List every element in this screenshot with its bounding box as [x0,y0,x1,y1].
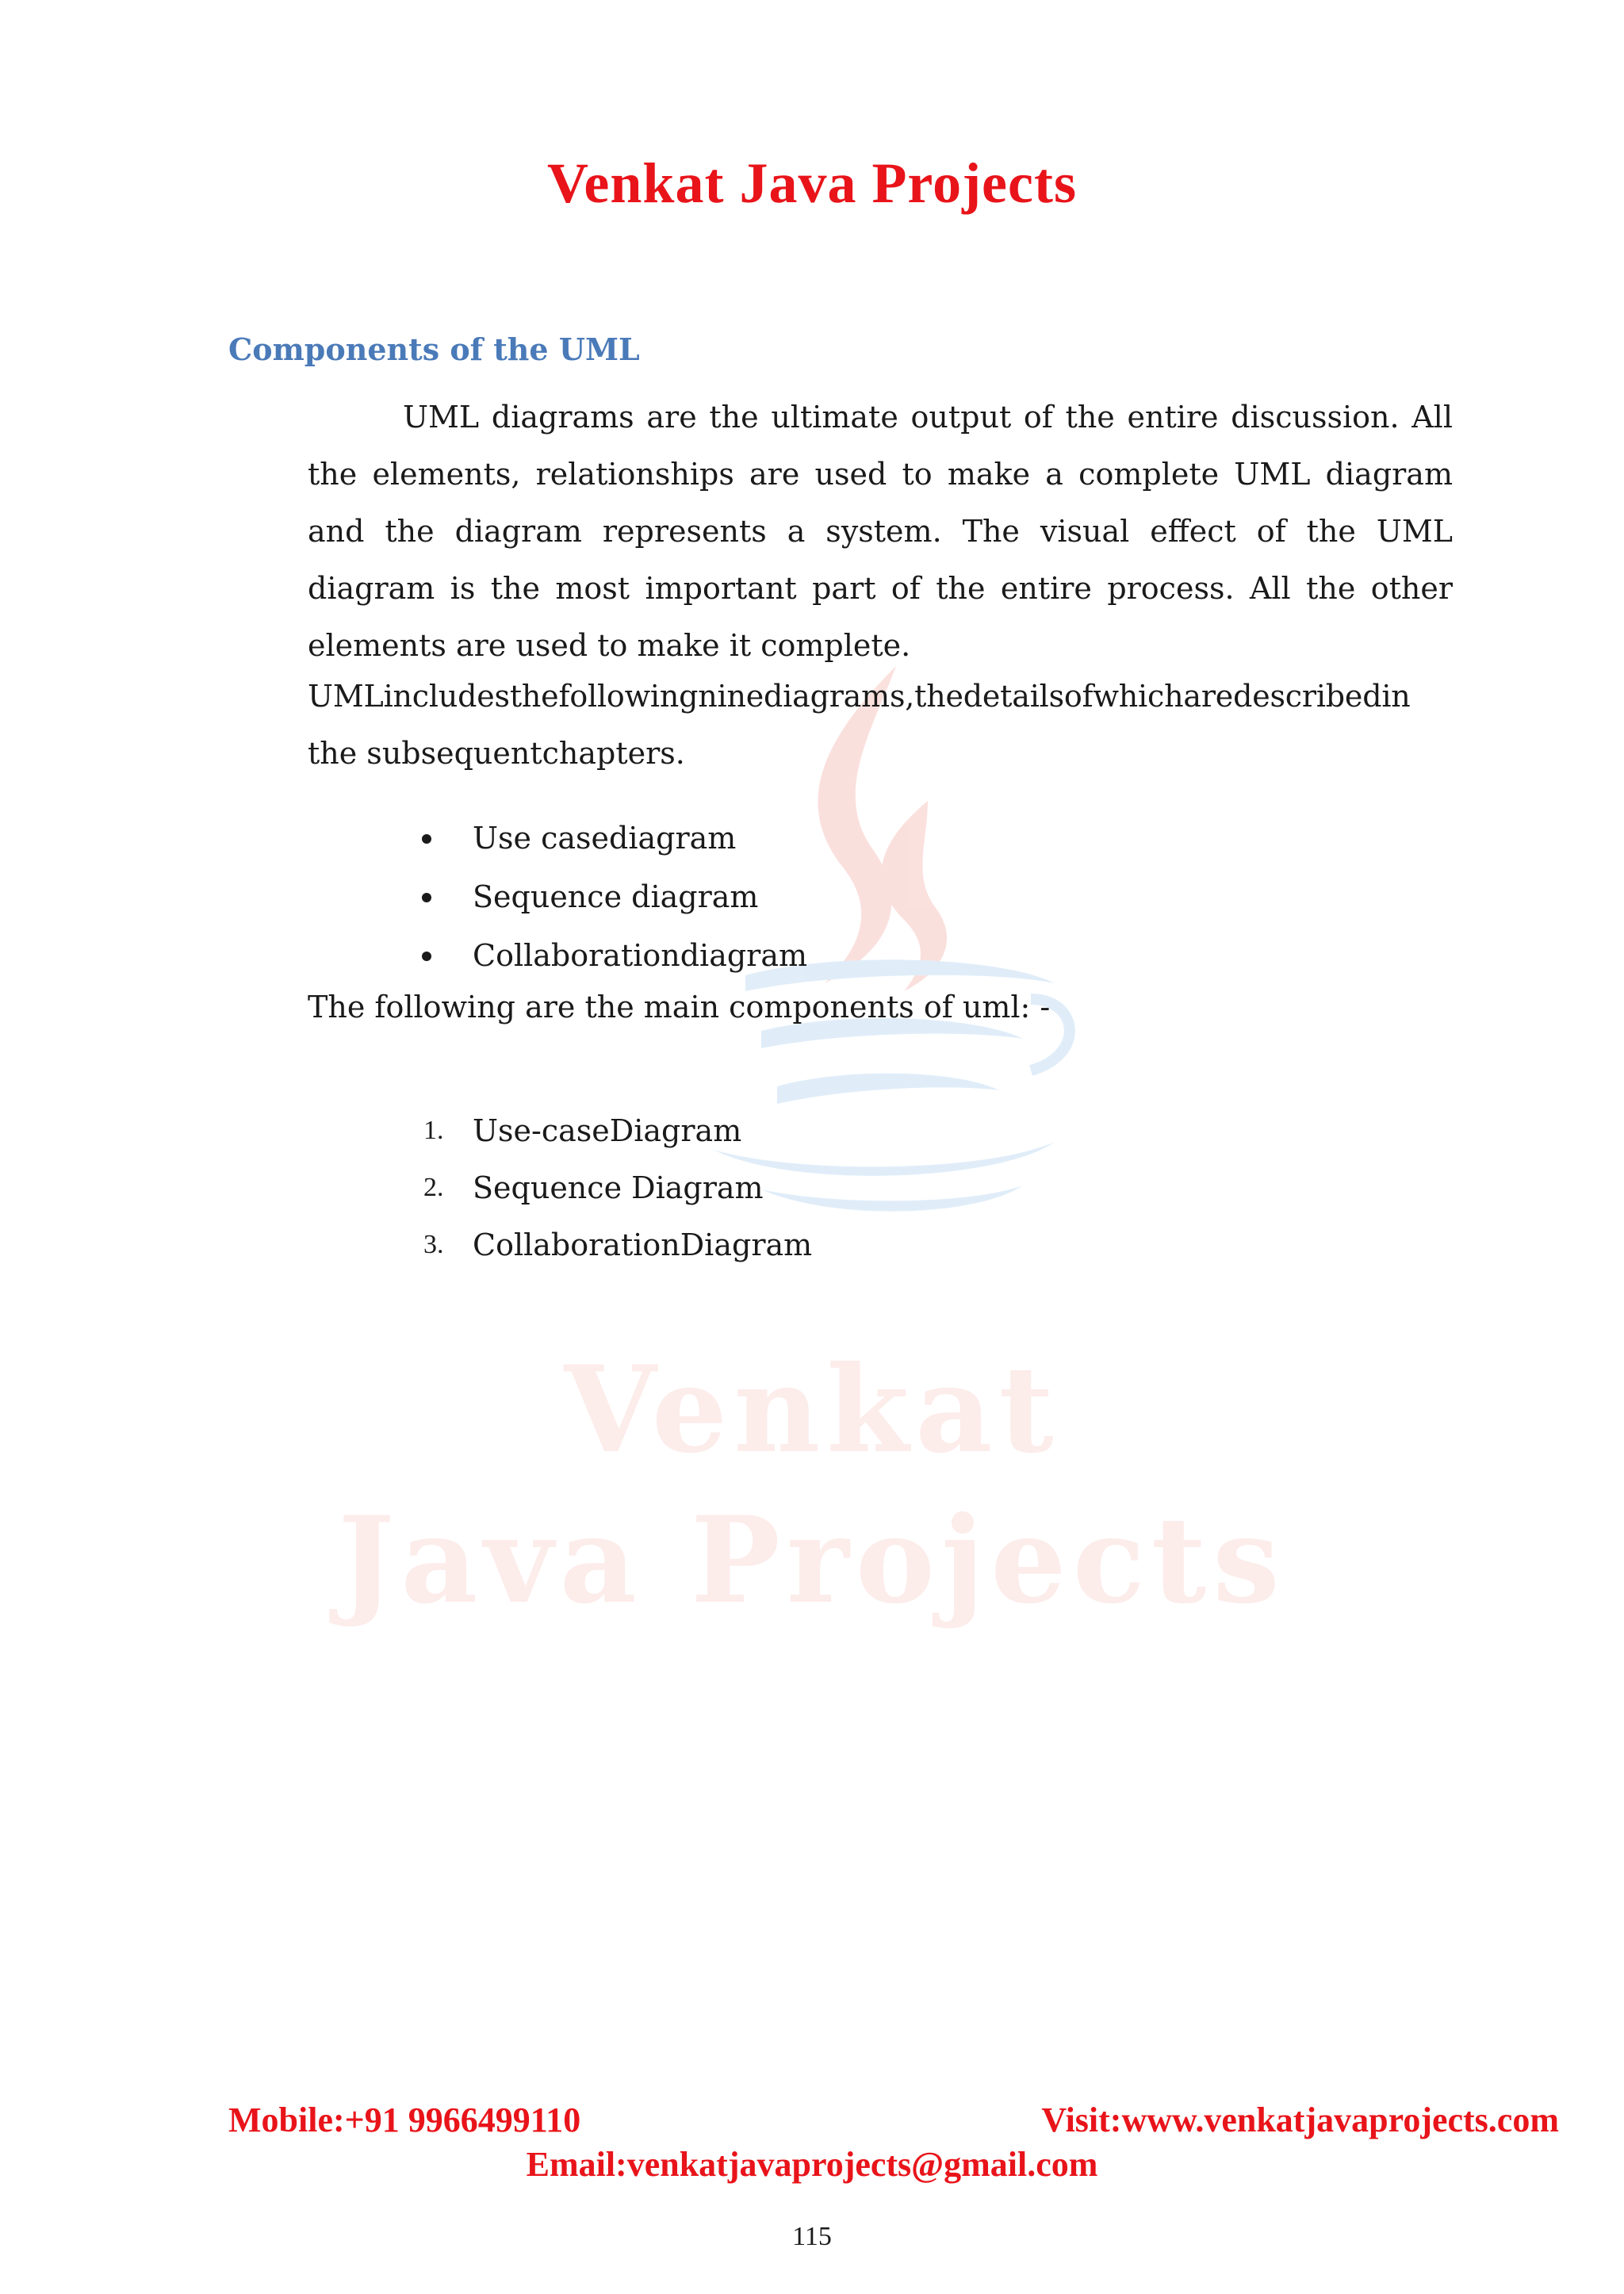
page-number: 115 [792,2222,832,2251]
components-intro: The following are the main components of uml: - [308,990,1051,1024]
page-title: Venkat Java Projects [547,151,1077,215]
list-item [420,1159,812,1216]
list-item [420,1216,812,1273]
list-item [420,867,807,926]
list-item [420,809,807,867]
run-on-line-1: UMLincludesthefollowingninediagrams,thedetailsofwhicharedescribedin [308,679,1411,714]
item-number: 2. [423,1173,444,1202]
list-item [420,926,807,985]
watermark-line-2: Java Projects [338,1491,1286,1630]
footer-email-link[interactable]: Email:venkatjavaprojects@gmail.com [526,2145,1098,2184]
footer-mobile: Mobile:+91 9966499110 [228,2101,581,2139]
footer-website-link[interactable]: Visit:www.venkatjavaprojects.com [1041,2101,1559,2139]
components-numbered-list [420,1102,812,1273]
bullet-icon [422,893,431,902]
list-item [420,1102,812,1159]
bullet-label: Collaborationdiagram [473,938,808,973]
watermark-line-1: Venkat [564,1340,1060,1480]
body-paragraph [308,389,1453,674]
bullet-label: Sequence diagram [473,879,759,914]
bullet-label: Use casediagram [473,821,737,856]
bullet-icon [422,834,431,844]
run-on-line-2: the subsequentchapters. [308,736,685,771]
section-heading: Components of the UML [228,331,640,367]
item-label: Use-caseDiagram [473,1113,742,1148]
diagram-bullet-list [420,809,807,985]
item-label: Sequence Diagram [473,1170,764,1205]
bullet-icon [422,952,431,961]
item-label: CollaborationDiagram [473,1227,813,1262]
item-number: 1. [423,1116,444,1145]
paragraph-text: UML diagrams are the ultimate output of the entire discussion. All the elements, relationships are used to make a complete UML diagram and the diagram represents a system. The visual effect of the UML diagram is the most important part of the entire process. All the other elements are used to make it complete. [308,400,1453,663]
item-number: 3. [423,1230,444,1259]
